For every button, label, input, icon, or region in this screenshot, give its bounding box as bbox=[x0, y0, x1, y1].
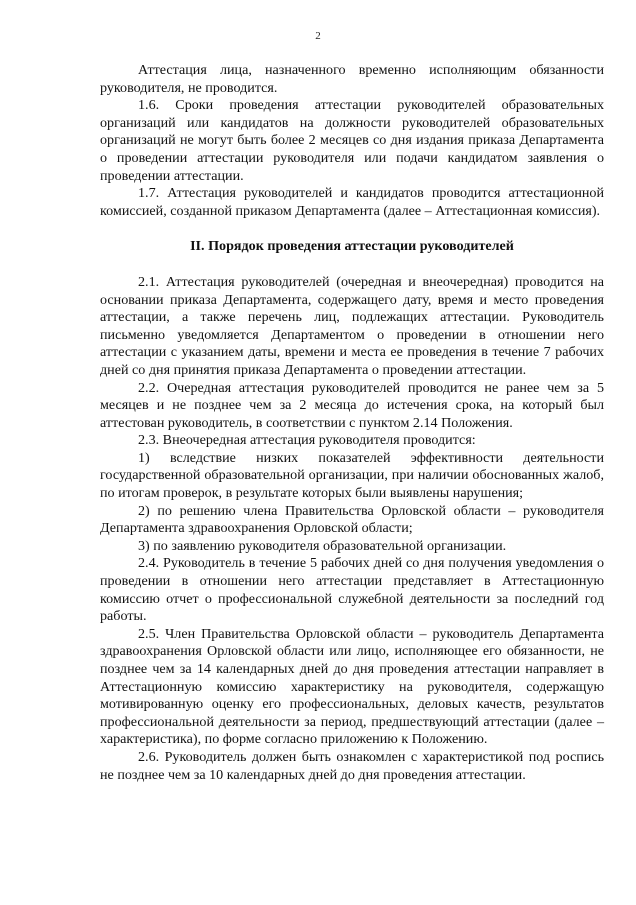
paragraph-2-5: 2.5. Член Правительства Орловской области – руководитель Департамента здравоохранения Орловской области или лицо, исполняющее его обязанности, не позднее чем за 14 календарных дней до дня проведения аттестации направляет в Аттестационную комиссию характеристику на руководителя, содержащую мотивированную оценку его профессиональных, деловых качеств, результатов профессиональной деятельности за период, предшествующий аттестации (далее – характеристика), по форме согласно приложению к Положению. bbox=[100, 625, 604, 748]
list-item-2: 2) по решению члена Правительства Орловской области – руководителя Департамента здравоохранения Орловской области; bbox=[100, 502, 604, 537]
paragraph-2-2: 2.2. Очередная аттестация руководителей проводится не ранее чем за 5 месяцев и не позднее чем за 2 месяца до истечения срока, на который был аттестован руководитель, в соответствии с пунктом 2.14 Положения. bbox=[100, 379, 604, 431]
list-item-1: 1) вследствие низких показателей эффективности деятельности государственной образовательной организации, при наличии обоснованных жалоб, по итогам проверок, в результате которых были выявлены нарушения; bbox=[100, 449, 604, 502]
paragraph-2-1: 2.1. Аттестация руководителей (очередная и внеочередная) проводится на основании приказа Департамента, содержащего дату, время и место проведения аттестации, а также перечень лиц, подлежащих аттестации. Руководитель письменно уведомляется Департаментом о проведении в отношении него аттестации с указанием даты, времени и места ее проведения в течение 7 рабочих дней со дня принятия приказа Департамента о проведении аттестации. bbox=[100, 273, 604, 378]
list-item-3: 3) по заявлению руководителя образовательной организации. bbox=[138, 537, 507, 554]
page-number: 2 bbox=[315, 30, 321, 42]
paragraph-1-7: 1.7. Аттестация руководителей и кандидатов проводится аттестационной комиссией, созданной приказом Департамента (далее – Аттестационная комиссия). bbox=[100, 185, 604, 219]
paragraph-2-4: 2.4. Руководитель в течение 5 рабочих дней со дня получения уведомления о проведении в отношении него аттестации представляет в Аттестационную комиссию отчет о профессиональной служебной деятельности за последний год работы. bbox=[100, 555, 604, 625]
paragraph-acting-head-exemption: Аттестация лица, назначенного временно исполняющим обязанности руководителя, не проводится. bbox=[100, 62, 604, 96]
paragraph-1-6: 1.6. Сроки проведения аттестации руководителей образовательных организаций или кандидатов на должности руководителей образовательных организаций не могут быть более 2 месяцев со дня издания приказа Департамента о проведении аттестации руководителя или подачи кандидатом заявления о проведении аттестации. bbox=[100, 97, 604, 184]
paragraph-2-3: 2.3. Внеочередная аттестация руководителя проводится: bbox=[138, 432, 476, 449]
paragraph-2-6: 2.6. Руководитель должен быть ознакомлен с характеристикой под роспись не позднее чем за 10 календарных дней до дня проведения аттестации. bbox=[100, 748, 604, 783]
document-body bbox=[100, 62, 604, 784]
section-heading: II. Порядок проведения аттестации руководителей bbox=[190, 238, 514, 255]
